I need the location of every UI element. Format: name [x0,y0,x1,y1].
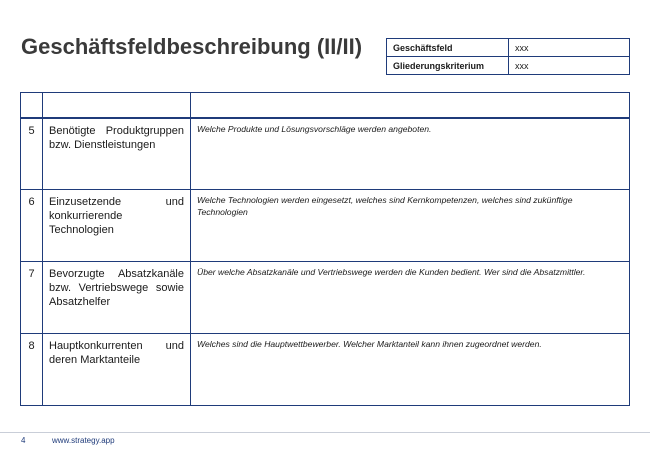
footer-url[interactable]: www.strategy.app [52,436,115,445]
header-cell-description [191,93,630,118]
table-header-row [21,93,630,118]
table-row [21,334,630,406]
header-cell-number [21,93,43,118]
row-number: 6 [21,190,43,262]
meta-value: xxx [509,57,630,75]
footer-divider [0,432,650,433]
row-description: Welche Produkte und Lösungsvorschläge werden angeboten. [191,118,630,190]
header-cell-label [43,93,191,118]
row-number: 8 [21,334,43,406]
row-label: Einzusetzende und konkurrierende Technologien [43,190,191,262]
meta-row [387,39,630,57]
meta-table [386,38,630,75]
row-label: Benötigte Produktgruppen bzw. Dienstleistungen [43,118,191,190]
table-row [21,118,630,190]
meta-key: Geschäftsfeld [387,39,509,57]
row-label: Bevorzugte Absatzkanäle bzw. Vertriebswege sowie Absatzhelfer [43,262,191,334]
table-row [21,262,630,334]
meta-value: xxx [509,39,630,57]
row-description: Welches sind die Hauptwettbewerber. Welcher Marktanteil kann ihnen zugeordnet werden. [191,334,630,406]
page-number: 4 [21,436,26,445]
page-title: Geschäftsfeldbeschreibung (II/II) [21,34,363,59]
meta-row [387,57,630,75]
row-number: 5 [21,118,43,190]
row-description: Über welche Absatzkanäle und Vertriebswege werden die Kunden bedient. Wer sind die Absatzmittler. [191,262,630,334]
row-description: Welche Technologien werden eingesetzt, welches sind Kernkompetenzen, welches sind zukünftige Technologien [191,190,630,262]
description-table [20,92,630,406]
table-row [21,190,630,262]
row-number: 7 [21,262,43,334]
meta-key: Gliederungskriterium [387,57,509,75]
row-label: Hauptkonkurrenten und deren Marktanteile [43,334,191,406]
